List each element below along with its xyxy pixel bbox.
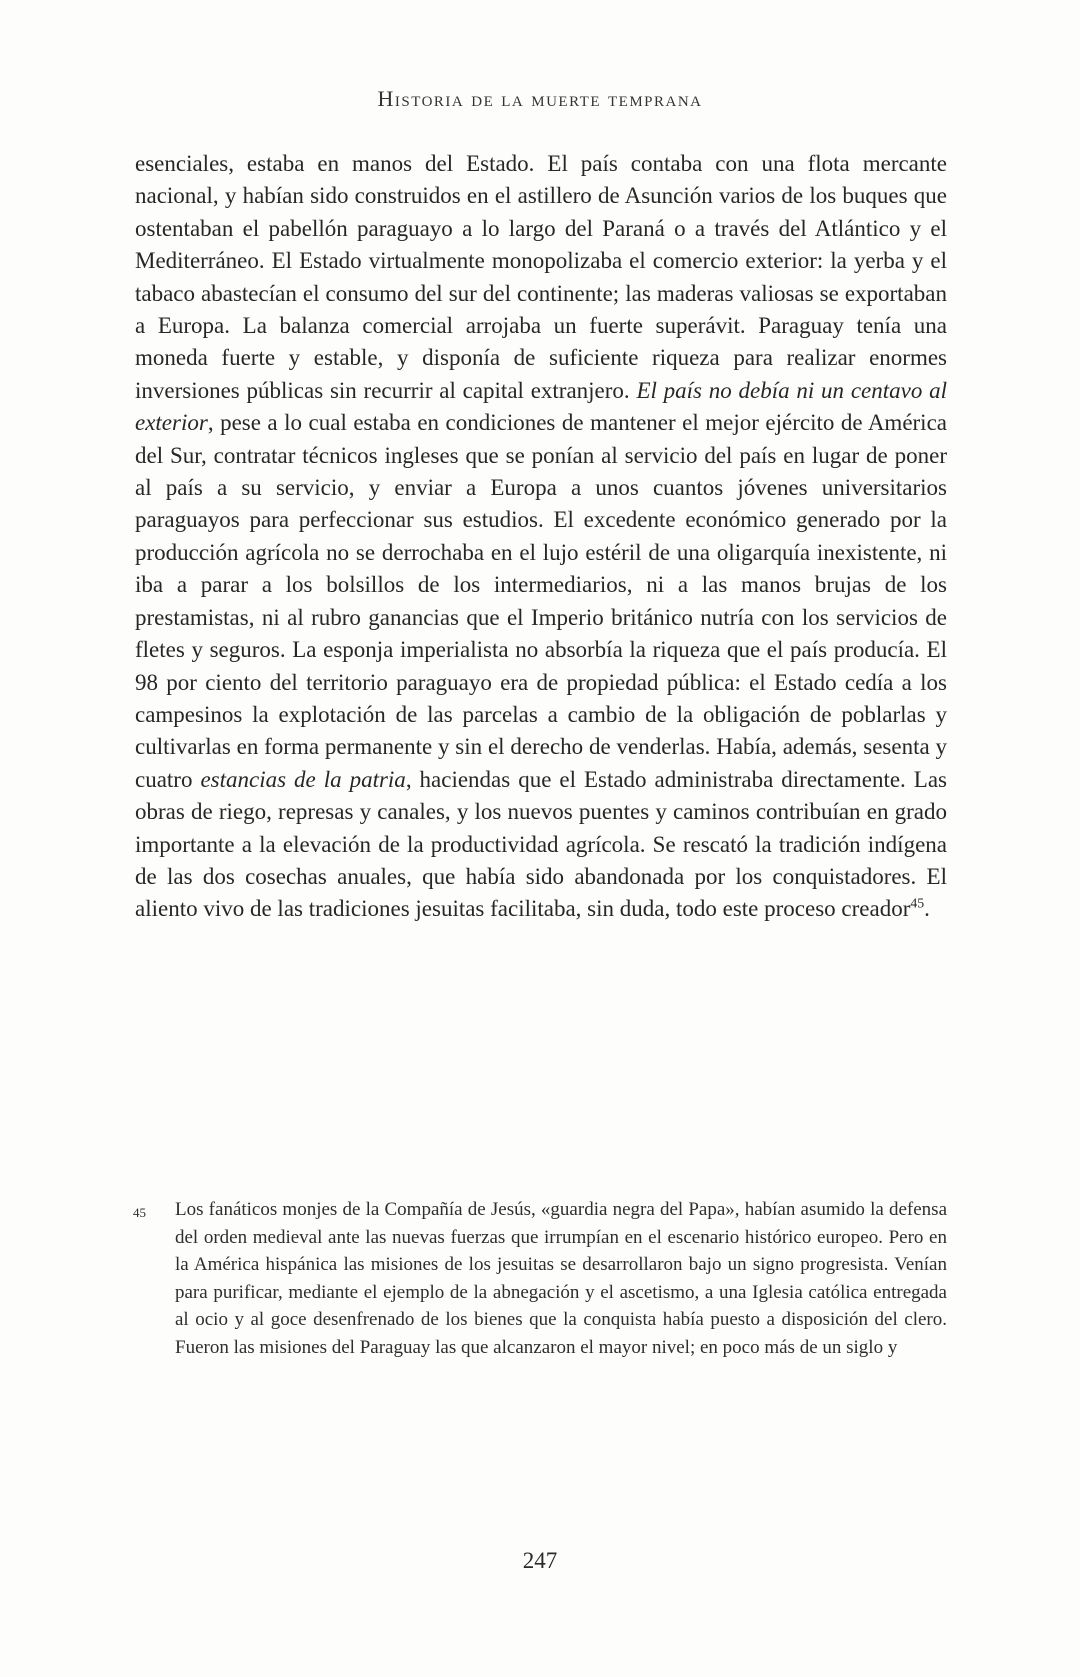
running-header: Historia de la muerte temprana xyxy=(377,86,703,111)
footnote xyxy=(133,1196,947,1361)
body-text-segment: . xyxy=(924,896,930,922)
footnote-reference-marker: 45 xyxy=(910,895,925,911)
footnote-text: Los fanáticos monjes de la Compañía de Jesús, «guardia negra del Papa», habían asumido la defensa del orden medieval ante las nuevas fuerzas que irrumpían en el escenario histórico europeo. Pero en la América hispánica las misiones de los jesuitas se desarrollaron bajo un signo progresista. Venían para purificar, mediante el ejemplo de la abnegación y el ascetismo, a una Iglesia católica entregada al ocio y al goce desenfrenado de los bienes que la conquista había puesto a disposición del clero. Fueron las misiones del Paraguay las que alcanzaron el mayor nivel; en poco más de un siglo y xyxy=(175,1199,947,1358)
body-text-italic-segment: El país no debía ni un centavo al exterior xyxy=(135,377,947,436)
body-text-segment: , pese a lo cual estaba en condiciones de mantener el mejor ejército de América del Sur, contratar técnicos ingleses que se ponían al servicio del país en lugar de poner al país a su servicio, y enviar a Europa a unos cuantos jóvenes universitarios paraguayos para perfeccionar sus estudios. El excedente económico generado por la producción agrícola no se derrochaba en el lujo estéril de una oligarquía inexistente, ni iba a parar a los bolsillos de los intermediarios, ni a las manos brujas de los prestamistas, ni al rubro ganancias que el Imperio británico nutría con los servicios de fletes y seguros. La esponja imperialista no absorbía la riqueza que el país producía. El 98 por ciento del territorio paraguayo era de propiedad pública: el Estado cedía a los campesinos la explotación de las parcelas a cambio de la obligación de poblarlas y cultivarlas en forma permanente y sin el derecho de venderlas. Había, además, sesenta y cuatro xyxy=(135,410,947,792)
body-paragraph xyxy=(135,148,947,926)
footnote-number: 45 xyxy=(133,1205,146,1220)
body-text-segment: , haciendas que el Estado administraba directamente. Las obras de riego, represas y canales, y los nuevos puentes y caminos contribuían en grado importante a la elevación de la productividad agrícola. Se rescató la tradición indígena de las dos cosechas anuales, que había sido abandonada por los conquistadores. El aliento vivo de las tradiciones jesuitas facilitaba, sin duda, todo este proceso creador xyxy=(135,766,947,922)
body-text-italic-segment: estancias de la patria xyxy=(200,766,406,792)
page-number: 247 xyxy=(522,1548,558,1573)
body-text-segment: esenciales, estaba en manos del Estado. El país contaba con una flota mercante nacional, y habían sido construidos en el astillero de Asunción varios de los buques que ostentaban el pabellón paraguayo a lo largo del Paraná o a través del Atlántico y el Mediterráneo. El Estado virtualmente monopolizaba el comercio exterior: la yerba y el tabaco abastecían el consumo del sur del continente; las maderas valiosas se exportaban a Europa. La balanza comercial arrojaba un fuerte superávit. Paraguay tenía una moneda fuerte y estable, y disponía de suficiente riqueza para realizar enormes inversiones públicas sin recurrir al capital extranjero. xyxy=(135,151,947,403)
